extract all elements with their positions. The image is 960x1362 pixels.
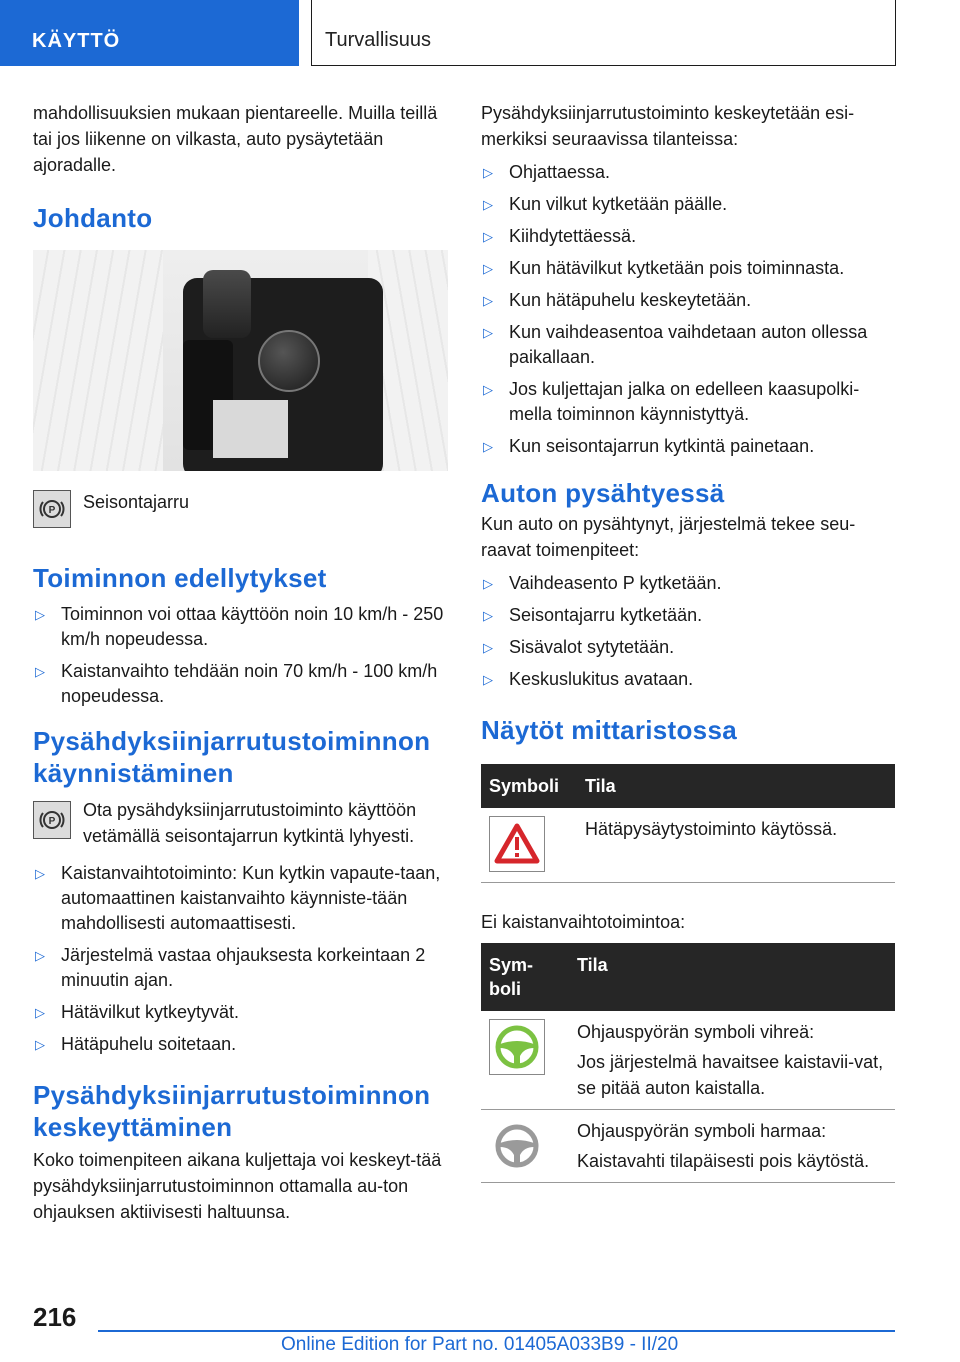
state-cell: Hätäpysäytystoiminto käytössä. [577,808,895,883]
bullet-triangle-icon: ▷ [483,261,493,276]
bullet-triangle-icon: ▷ [483,640,493,655]
controller-knob [258,330,320,392]
cancel-text: Koko toimenpiteen aikana kuljettaja voi keskeyt-tää pysähdyksiinjarrutustoiminnon ottamalla au-ton ohjauksen aktiivisesti haltuunsa. [33,1150,442,1222]
start-row [33,797,448,849]
state-line: Ohjauspyörän symboli harmaa: [577,1121,827,1141]
svg-text:P: P [48,505,56,516]
table-row [481,808,895,883]
page-header [0,0,960,66]
stopped-text: Kun auto on pysähtynyt, järjestelmä tekee seu-raavat toimenpiteet: [481,514,856,560]
list-item: ▷ Keskuslukitus avataan. [481,667,895,692]
state-line: Ohjauspyörän symboli vihreä: [577,1022,815,1042]
list-item: ▷ Ohjattaessa. [481,160,895,185]
bullet-triangle-icon: ▷ [35,664,45,679]
list-item: ▷ Vaihdeasento P kytketään. [481,571,895,596]
svg-text:P: P [48,816,56,827]
symbol-cell [481,1011,569,1110]
bullet-triangle-icon: ▷ [483,229,493,244]
table-row [481,1011,895,1110]
start-list [33,861,448,1057]
symbol-cell [481,808,577,883]
heading-johdanto: Johdanto [33,203,153,233]
list-item: ▷ Toiminnon voi ottaa käyttöön noin 10 km/h - 250 km/h nopeudessa. [35,604,444,649]
intro-paragraph: mahdollisuuksien mukaan pientareelle. Muilla teillä tai jos liikenne on vilkasta, auto pysäytetään ajoradalle. [33,103,438,175]
interrupt-text: Pysähdyksiinjarrutustoiminto keskeytetään esi-merkiksi seuraavissa tilanteissa: [481,103,855,149]
bullet-triangle-icon: ▷ [483,293,493,308]
column-state: Tila [577,764,895,808]
parking-brake-icon [33,490,71,528]
state-line: Jos järjestelmä havaitsee kaistavii-vat, se pitää auton kaistalla. [577,1052,884,1098]
symbol-cell [481,1110,569,1183]
list-item: ▷ Hätävilkut kytkeytyvät. [33,1000,448,1025]
heading-start: Pysähdyksiinjarrutustoiminnon käynnistäminen [33,726,431,788]
bullet-triangle-icon: ▷ [483,382,493,397]
state-cell [569,1011,895,1110]
list-item: ▷ Seisontajarru kytketään. [481,603,895,628]
no-lane-change-label: Ei kaistanvaihtotoimintoa: [481,912,686,932]
console-highlight [213,400,288,458]
console-trim-left [33,250,163,471]
bullet-triangle-icon: ▷ [35,948,45,963]
conditions-list [33,602,448,709]
symbol-table-1 [481,764,895,883]
left-column [33,100,448,1225]
list-item: ▷ Järjestelmä vastaa ohjauksesta korkeintaan 2 minuutin ajan. [35,945,426,990]
gear-selector [203,270,251,338]
list-item: ▷ Sisävalot sytytetään. [481,635,895,660]
list-item: ▷ Kun seisontajarrun kytkintä painetaan. [481,434,895,459]
right-column [481,100,895,1183]
bullet-triangle-icon: ▷ [483,439,493,454]
bullet-triangle-icon: ▷ [35,1005,45,1020]
steering-wheel-green-icon [489,1019,545,1075]
list-item: ▷ Kiihdytettäessä. [481,224,895,249]
stopped-list [481,571,895,692]
symbol-table-2 [481,943,895,1183]
section-tab: KÄYTTÖ [0,0,299,66]
table-header-row [481,764,895,808]
page-number: 216 [33,1302,77,1332]
steering-wheel-grey-icon [489,1118,545,1174]
bullet-triangle-icon: ▷ [483,165,493,180]
edition-note: Online Edition for Part no. 01405A033B9 - II/20 [281,1334,679,1355]
column-symbol: Sym-boli [481,943,569,1011]
list-item: ▷ Kaistanvaihto tehdään noin 70 km/h - 100 km/h nopeudessa. [35,661,438,706]
table-row [481,1110,895,1183]
heading-stopped: Auton pysähtyessä [481,478,725,508]
bullet-triangle-icon: ▷ [483,576,493,591]
parking-brake-icon [33,801,71,839]
heading-cancel: Pysähdyksiinjarrutustoiminnon keskeyttäminen [33,1080,431,1142]
list-item: ▷ Kaistanvaihtotoiminto: Kun kytkin vapaute-taan, automaattinen kaistanvaihto käynniste-tään mahdollisesti automaattisesti. [35,863,441,933]
column-symbol: Symboli [481,764,577,808]
heading-conditions: Toiminnon edellytykset [33,563,327,593]
state-cell [569,1110,895,1183]
warning-triangle-icon [489,816,545,872]
list-item: ▷ Kun hätäpuhelu keskeytetään. [481,288,895,313]
column-state: Tila [569,943,895,1011]
bullet-triangle-icon: ▷ [483,672,493,687]
chapter-title: Turvallisuus [311,0,896,66]
bullet-triangle-icon: ▷ [35,1037,45,1052]
footer-divider [98,1330,895,1332]
console-photo [33,250,448,471]
list-item: ▷ Hätäpuhelu soitetaan. [33,1032,448,1057]
list-item: ▷ Kun vilkut kytketään päälle. [481,192,895,217]
state-line: Kaistavahti tilapäisesti pois käytöstä. [577,1151,870,1171]
parking-brake-label: Seisontajarru [83,492,190,512]
bullet-triangle-icon: ▷ [35,607,45,622]
list-item: ▷ Kun vaihdeasentoa vaihdetaan auton ollessa paikallaan. [483,322,868,367]
heading-display: Näytöt mittaristossa [481,715,737,745]
interrupt-list [481,160,895,459]
list-item: ▷ Jos kuljettajan jalka on edelleen kaasupolki-mella toiminnon käynnistyttyä. [483,379,860,424]
table-header-row [481,943,895,1011]
list-item: ▷ Kun hätävilkut kytketään pois toiminnasta. [481,256,895,281]
bullet-triangle-icon: ▷ [483,608,493,623]
start-text: Ota pysähdyksiinjarrutustoiminto käyttöön vetämällä seisontajarrun kytkintä lyhyesti. [83,800,417,846]
bullet-triangle-icon: ▷ [483,197,493,212]
parking-brake-row [33,490,448,528]
bullet-triangle-icon: ▷ [483,325,493,340]
bullet-triangle-icon: ▷ [35,866,45,881]
